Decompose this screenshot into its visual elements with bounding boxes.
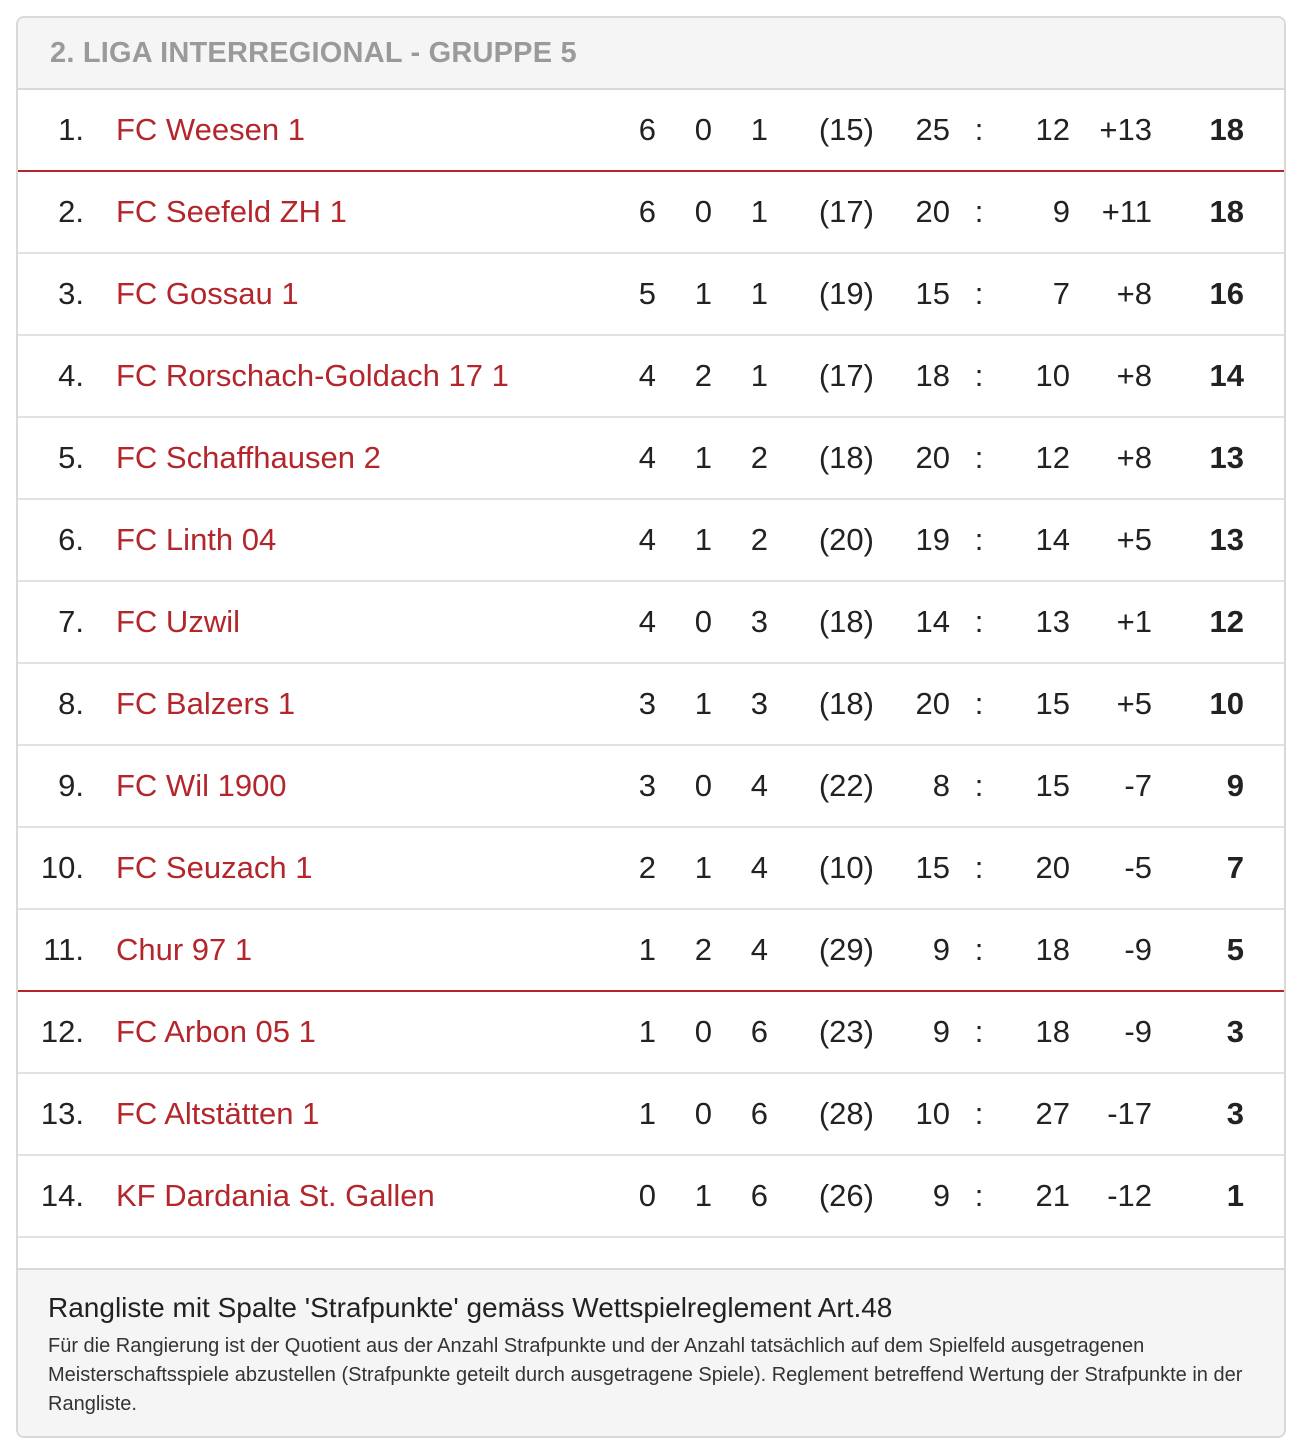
team-cell — [98, 335, 578, 417]
table-row — [18, 581, 1284, 663]
goals-against-cell: 18 — [1008, 991, 1070, 1073]
wins-cell: 1 — [600, 991, 656, 1073]
rank-cell: 3. — [18, 253, 98, 335]
points-cell: 9 — [1152, 745, 1244, 827]
goals-against-cell: 15 — [1008, 745, 1070, 827]
goal-separator: : — [950, 499, 1008, 581]
rank-cell: 12. — [18, 991, 98, 1073]
goal-difference-cell: -12 — [1070, 1155, 1152, 1237]
rank-cell: 6. — [18, 499, 98, 581]
standings-card — [16, 16, 1286, 1438]
goals-against-cell: 10 — [1008, 335, 1070, 417]
losses-cell: 6 — [712, 1155, 768, 1237]
points-cell: 7 — [1152, 827, 1244, 909]
team-link[interactable]: KF Dardania St. Gallen — [116, 1178, 435, 1213]
goal-difference-cell: +5 — [1070, 663, 1152, 745]
goals-against-cell: 13 — [1008, 581, 1070, 663]
goal-separator: : — [950, 417, 1008, 499]
table-row — [18, 663, 1284, 745]
goals-for-cell: 8 — [874, 745, 950, 827]
points-cell: 5 — [1152, 909, 1244, 991]
points-cell: 1 — [1152, 1155, 1244, 1237]
losses-cell: 4 — [712, 827, 768, 909]
goal-separator: : — [950, 1073, 1008, 1155]
goal-separator: : — [950, 827, 1008, 909]
penalty-points-cell: (18) — [768, 663, 874, 745]
team-link[interactable]: FC Balzers 1 — [116, 686, 296, 721]
team-cell — [98, 1073, 578, 1155]
draws-cell: 2 — [656, 335, 712, 417]
team-link[interactable]: FC Uzwil — [116, 604, 240, 639]
team-cell — [98, 1155, 578, 1237]
goals-against-cell: 9 — [1008, 171, 1070, 253]
points-cell: 13 — [1152, 417, 1244, 499]
team-link[interactable]: FC Arbon 05 1 — [116, 1014, 316, 1049]
goal-difference-cell: -5 — [1070, 827, 1152, 909]
team-link[interactable]: FC Rorschach-Goldach 17 1 — [116, 358, 509, 393]
team-link[interactable]: FC Linth 04 — [116, 522, 277, 557]
team-cell — [98, 827, 578, 909]
wins-cell: 4 — [600, 499, 656, 581]
goals-against-cell: 14 — [1008, 499, 1070, 581]
goal-separator: : — [950, 663, 1008, 745]
draws-cell: 2 — [656, 909, 712, 991]
rank-cell: 13. — [18, 1073, 98, 1155]
draws-cell: 1 — [656, 663, 712, 745]
goals-for-cell: 20 — [874, 663, 950, 745]
wins-cell: 4 — [600, 335, 656, 417]
table-row — [18, 417, 1284, 499]
goals-for-cell: 9 — [874, 1155, 950, 1237]
points-cell: 12 — [1152, 581, 1244, 663]
team-link[interactable]: FC Weesen 1 — [116, 112, 305, 147]
losses-cell: 1 — [712, 253, 768, 335]
goals-for-cell: 20 — [874, 417, 950, 499]
goals-for-cell: 9 — [874, 991, 950, 1073]
goal-difference-cell: +8 — [1070, 253, 1152, 335]
penalty-points-cell: (17) — [768, 171, 874, 253]
draws-cell: 1 — [656, 499, 712, 581]
goal-difference-cell: -17 — [1070, 1073, 1152, 1155]
goals-for-cell: 20 — [874, 171, 950, 253]
group-title: 2. LIGA INTERREGIONAL - GRUPPE 5 — [18, 18, 1284, 90]
team-link[interactable]: FC Altstätten 1 — [116, 1096, 320, 1131]
points-cell: 3 — [1152, 991, 1244, 1073]
wins-cell: 4 — [600, 581, 656, 663]
points-cell: 3 — [1152, 1073, 1244, 1155]
rank-cell: 5. — [18, 417, 98, 499]
team-cell — [98, 90, 578, 171]
penalty-points-cell: (10) — [768, 827, 874, 909]
team-link[interactable]: FC Seefeld ZH 1 — [116, 194, 347, 229]
table-row — [18, 1073, 1284, 1155]
draws-cell: 1 — [656, 1155, 712, 1237]
table-row — [18, 90, 1284, 171]
goal-difference-cell: +1 — [1070, 581, 1152, 663]
draws-cell: 1 — [656, 253, 712, 335]
rank-cell: 2. — [18, 171, 98, 253]
penalty-points-cell: (18) — [768, 581, 874, 663]
rank-cell: 4. — [18, 335, 98, 417]
goals-against-cell: 21 — [1008, 1155, 1070, 1237]
wins-cell: 1 — [600, 1073, 656, 1155]
losses-cell: 2 — [712, 499, 768, 581]
wins-cell: 3 — [600, 663, 656, 745]
team-cell — [98, 745, 578, 827]
goals-for-cell: 14 — [874, 581, 950, 663]
wins-cell: 6 — [600, 171, 656, 253]
goal-difference-cell: -9 — [1070, 991, 1152, 1073]
penalty-points-cell: (23) — [768, 991, 874, 1073]
standings-table — [18, 90, 1284, 1238]
penalty-points-cell: (22) — [768, 745, 874, 827]
points-cell: 18 — [1152, 90, 1244, 171]
goals-against-cell: 18 — [1008, 909, 1070, 991]
goal-separator: : — [950, 909, 1008, 991]
rank-cell: 7. — [18, 581, 98, 663]
team-link[interactable]: FC Wil 1900 — [116, 768, 287, 803]
table-row — [18, 745, 1284, 827]
losses-cell: 3 — [712, 663, 768, 745]
goals-for-cell: 15 — [874, 253, 950, 335]
penalty-points-cell: (17) — [768, 335, 874, 417]
team-link[interactable]: FC Seuzach 1 — [116, 850, 313, 885]
rank-cell: 11. — [18, 909, 98, 991]
wins-cell: 4 — [600, 417, 656, 499]
rank-cell: 14. — [18, 1155, 98, 1237]
goals-against-cell: 7 — [1008, 253, 1070, 335]
losses-cell: 1 — [712, 171, 768, 253]
goals-for-cell: 25 — [874, 90, 950, 171]
draws-cell: 1 — [656, 417, 712, 499]
wins-cell: 0 — [600, 1155, 656, 1237]
rank-cell: 8. — [18, 663, 98, 745]
penalty-points-cell: (29) — [768, 909, 874, 991]
rank-cell: 10. — [18, 827, 98, 909]
losses-cell: 4 — [712, 909, 768, 991]
losses-cell: 6 — [712, 1073, 768, 1155]
goals-for-cell: 18 — [874, 335, 950, 417]
goals-for-cell: 19 — [874, 499, 950, 581]
draws-cell: 0 — [656, 1073, 712, 1155]
team-cell — [98, 417, 578, 499]
wins-cell: 5 — [600, 253, 656, 335]
goal-difference-cell: +11 — [1070, 171, 1152, 253]
standings-footer — [18, 1268, 1284, 1436]
penalty-points-cell: (20) — [768, 499, 874, 581]
goal-separator: : — [950, 90, 1008, 171]
points-cell: 10 — [1152, 663, 1244, 745]
losses-cell: 4 — [712, 745, 768, 827]
goal-separator: : — [950, 171, 1008, 253]
goal-difference-cell: +8 — [1070, 417, 1152, 499]
team-cell — [98, 171, 578, 253]
wins-cell: 6 — [600, 90, 656, 171]
penalty-points-cell: (15) — [768, 90, 874, 171]
goal-separator: : — [950, 745, 1008, 827]
goals-for-cell: 10 — [874, 1073, 950, 1155]
goal-difference-cell: +13 — [1070, 90, 1152, 171]
team-cell — [98, 499, 578, 581]
table-row — [18, 1155, 1284, 1237]
table-row — [18, 171, 1284, 253]
goal-difference-cell: +8 — [1070, 335, 1152, 417]
goal-separator: : — [950, 1155, 1008, 1237]
losses-cell: 3 — [712, 581, 768, 663]
goals-against-cell: 15 — [1008, 663, 1070, 745]
team-cell — [98, 991, 578, 1073]
goals-for-cell: 15 — [874, 827, 950, 909]
rank-cell: 1. — [18, 90, 98, 171]
goal-difference-cell: -7 — [1070, 745, 1152, 827]
draws-cell: 0 — [656, 90, 712, 171]
draws-cell: 0 — [656, 171, 712, 253]
goals-against-cell: 27 — [1008, 1073, 1070, 1155]
draws-cell: 0 — [656, 581, 712, 663]
team-cell — [98, 253, 578, 335]
losses-cell: 1 — [712, 90, 768, 171]
rank-cell: 9. — [18, 745, 98, 827]
table-row — [18, 499, 1284, 581]
team-link[interactable]: Chur 97 1 — [116, 932, 253, 967]
table-row — [18, 991, 1284, 1073]
draws-cell: 1 — [656, 827, 712, 909]
points-cell: 13 — [1152, 499, 1244, 581]
goal-difference-cell: -9 — [1070, 909, 1152, 991]
footer-title: Rangliste mit Spalte 'Strafpunkte' gemäss Wettspielreglement Art.48 — [48, 1292, 893, 1323]
draws-cell: 0 — [656, 745, 712, 827]
penalty-points-cell: (18) — [768, 417, 874, 499]
losses-cell: 6 — [712, 991, 768, 1073]
losses-cell: 2 — [712, 417, 768, 499]
wins-cell: 2 — [600, 827, 656, 909]
team-cell — [98, 663, 578, 745]
goal-separator: : — [950, 253, 1008, 335]
penalty-points-cell: (19) — [768, 253, 874, 335]
goals-against-cell: 12 — [1008, 417, 1070, 499]
table-row — [18, 253, 1284, 335]
wins-cell: 3 — [600, 745, 656, 827]
wins-cell: 1 — [600, 909, 656, 991]
team-link[interactable]: FC Schaffhausen 2 — [116, 440, 381, 475]
table-row — [18, 909, 1284, 991]
team-cell — [98, 581, 578, 663]
penalty-points-cell: (26) — [768, 1155, 874, 1237]
penalty-points-cell: (28) — [768, 1073, 874, 1155]
table-row — [18, 335, 1284, 417]
team-link[interactable]: FC Gossau 1 — [116, 276, 299, 311]
goal-separator: : — [950, 581, 1008, 663]
goal-difference-cell: +5 — [1070, 499, 1152, 581]
goals-for-cell: 9 — [874, 909, 950, 991]
draws-cell: 0 — [656, 991, 712, 1073]
losses-cell: 1 — [712, 335, 768, 417]
points-cell: 18 — [1152, 171, 1244, 253]
footer-text: Für die Rangierung ist der Quotient aus der Anzahl Strafpunkte und der Anzahl tatsächlich auf dem Spielfeld ausgetragenen Meisterschaftsspiele abzustellen (Strafpunkte geteilt durch ausgetragene Spiele). Reglement betreffend Wertung der Strafpunkte in der Rangliste. — [48, 1335, 1243, 1415]
points-cell: 14 — [1152, 335, 1244, 417]
goals-against-cell: 20 — [1008, 827, 1070, 909]
goal-separator: : — [950, 335, 1008, 417]
team-cell — [98, 909, 578, 991]
goals-against-cell: 12 — [1008, 90, 1070, 171]
table-row — [18, 827, 1284, 909]
points-cell: 16 — [1152, 253, 1244, 335]
goal-separator: : — [950, 991, 1008, 1073]
